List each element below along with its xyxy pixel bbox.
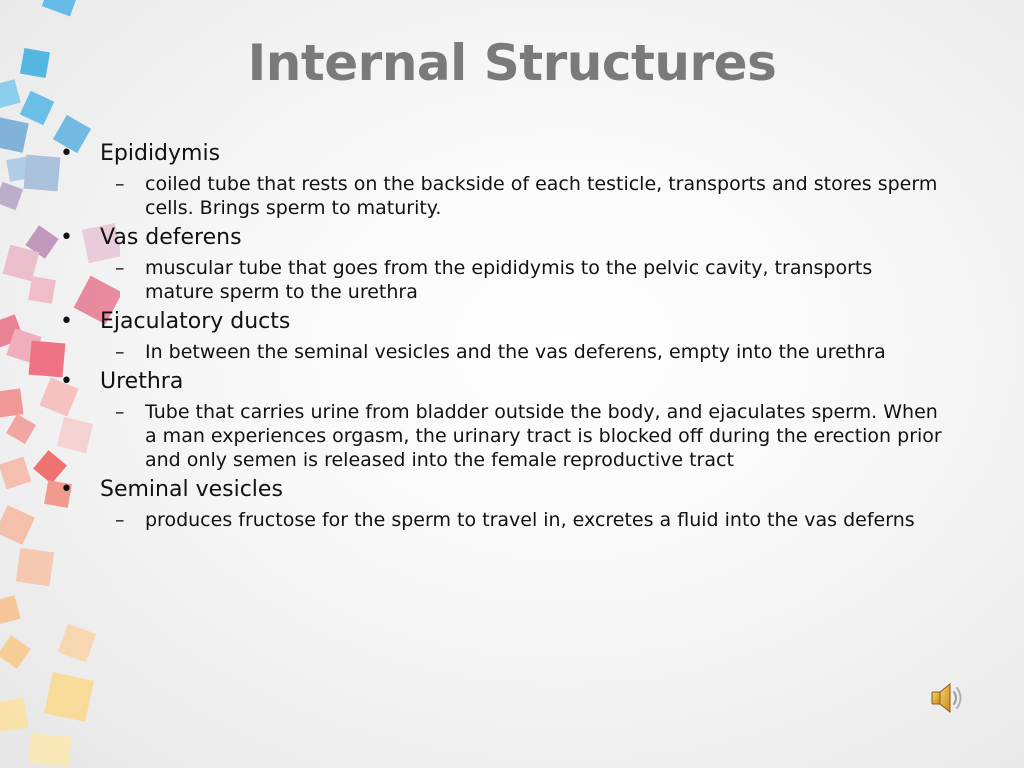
dash-marker: – <box>115 341 125 363</box>
bullet-label: Seminal vesicles <box>100 477 283 502</box>
bullet-marker: • <box>60 309 73 334</box>
list-item <box>60 308 960 336</box>
bullet-label: Ejaculatory ducts <box>100 309 291 334</box>
dash-marker: – <box>115 401 125 423</box>
sub-item <box>60 172 945 220</box>
sub-item-text: Tube that carries urine from bladder outside the body, and ejaculates sperm. When a man experiences orgasm, the urinary tract is blocked off during the erection prior and only semen is released into the female reproductive tract <box>145 401 942 471</box>
slide-title: Internal Structures <box>247 34 777 92</box>
list-item <box>60 224 960 252</box>
list-item <box>60 476 960 504</box>
bullet-marker: • <box>60 225 73 250</box>
dash-marker: – <box>115 257 125 279</box>
dash-marker: – <box>115 509 125 531</box>
sub-item-text: produces fructose for the sperm to travel in, excretes a fluid into the vas deferns <box>145 509 915 531</box>
bullet-marker: • <box>60 141 73 166</box>
sub-item <box>60 508 945 532</box>
sub-item-text: coiled tube that rests on the backside of each testicle, transports and stores sperm cells. Brings sperm to maturity. <box>145 173 938 219</box>
list-item <box>60 140 960 168</box>
bullet-label: Vas deferens <box>100 225 242 250</box>
sub-item-text: muscular tube that goes from the epididymis to the pelvic cavity, transports mature sperm to the urethra <box>145 257 873 303</box>
bullet-list <box>60 138 960 536</box>
sub-item <box>60 400 945 472</box>
bullet-label: Urethra <box>100 369 184 394</box>
speaker-icon[interactable] <box>928 680 968 716</box>
bullet-marker: • <box>60 369 73 394</box>
dash-marker: – <box>115 173 125 195</box>
bullet-marker: • <box>60 477 73 502</box>
sub-item <box>60 256 945 304</box>
bullet-label: Epididymis <box>100 141 221 166</box>
sub-item <box>60 340 945 364</box>
sub-item-text: In between the seminal vesicles and the vas deferens, empty into the urethra <box>145 341 886 363</box>
list-item <box>60 368 960 396</box>
